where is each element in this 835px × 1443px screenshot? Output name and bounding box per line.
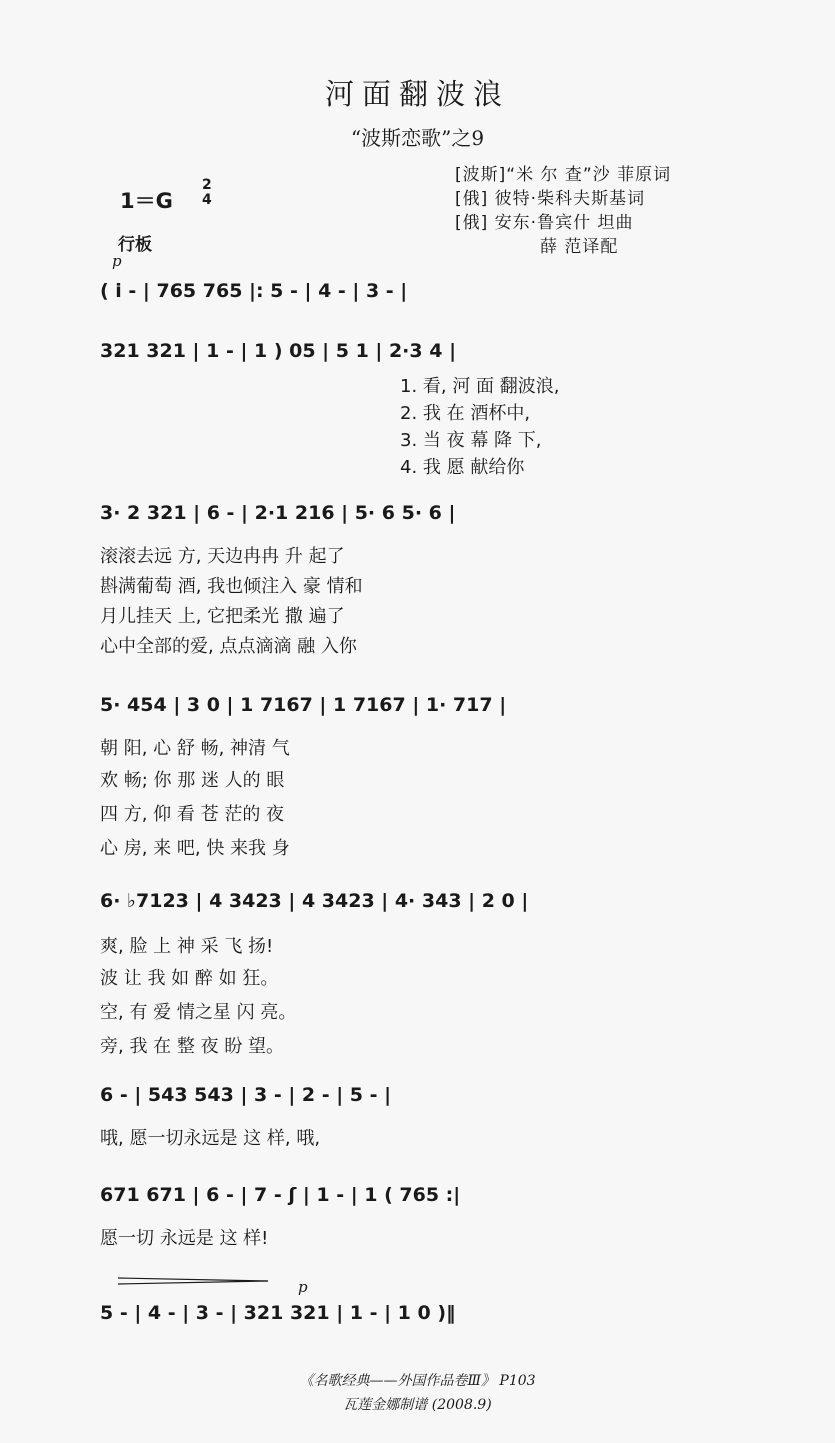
lyric-line: 欢 畅; 你 那 迷 人的 眼 <box>100 770 285 791</box>
lyric-line: 爽, 脸 上 神 采 飞 扬! <box>100 936 274 957</box>
notation-row: ( i - | 765 765 |: 5 - | 4 - | 3 - | <box>100 280 408 302</box>
source-note: 《名歌经典——外国作品卷Ⅲ》 P103 <box>299 1373 536 1389</box>
lyric-line: 滚滚去远 方, 天边冉冉 升 起了 <box>100 546 345 567</box>
credit-line: [俄] 安东·鲁宾什 坦曲 <box>455 213 634 233</box>
lyric-line: 月儿挂天 上, 它把柔光 撒 遍了 <box>100 606 345 627</box>
lyric-line: 1. 看, 河 面 翻波浪, <box>400 376 560 397</box>
time-signature-top: 2 <box>202 177 212 193</box>
notation-row: 5· 454 | 3 0 | 1 7167 | 1 7167 | 1· 717 | <box>100 694 507 716</box>
credit-line: [俄] 彼特·柴科夫斯基词 <box>455 189 646 209</box>
notation-row: 671 671 | 6 - | 7 - ʃ | 1 - | 1 ( 765 :| <box>100 1184 461 1206</box>
dynamic-marking: p <box>112 252 122 270</box>
lyric-line: 旁, 我 在 整 夜 盼 望。 <box>100 1036 285 1057</box>
time-signature-bottom: 4 <box>202 192 212 208</box>
lyric-line: 心中全部的爱, 点点滴滴 融 入你 <box>100 636 357 657</box>
lyric-line: 空, 有 爱 情之星 闪 亮。 <box>100 1002 297 1023</box>
time-signature <box>202 178 212 208</box>
diminuendo-mark <box>118 1276 270 1286</box>
key-signature: 1＝G <box>120 189 173 213</box>
credit-line: 薛 范译配 <box>540 237 619 257</box>
credit-line: [波斯]“米 尔 查”沙 菲原词 <box>455 165 672 185</box>
lyric-line: 斟满葡萄 酒, 我也倾注入 豪 情和 <box>100 576 363 597</box>
song-title: 河面翻波浪 <box>324 77 510 111</box>
lyric-line: 朝 阳, 心 舒 畅, 神清 气 <box>100 738 290 759</box>
lyric-line: 3. 当 夜 幕 降 下, <box>400 430 542 451</box>
dynamic-marking: p <box>298 1278 308 1296</box>
lyric-line: 4. 我 愿 献给你 <box>400 457 525 478</box>
engraver-note: 瓦莲金娜制谱 (2008.9) <box>343 1397 492 1413</box>
song-subtitle: “波斯恋歌”之9 <box>350 126 485 150</box>
lyric-line: 哦, 愿一切永远是 这 样, 哦, <box>100 1128 321 1149</box>
lyric-line: 2. 我 在 酒杯中, <box>400 403 531 424</box>
lyric-line: 波 让 我 如 醉 如 狂。 <box>100 968 279 989</box>
notation-row: 5 - | 4 - | 3 - | 321 321 | 1 - | 1 0 )‖ <box>100 1302 456 1324</box>
notation-row: 6· ♭7123 | 4 3423 | 4 3423 | 4· 343 | 2 0 | <box>100 890 529 912</box>
notation-row: 3· 2 321 | 6 - | 2·1 216 | 5· 6 5· 6 | <box>100 502 456 524</box>
lyric-line: 四 方, 仰 看 苍 茫的 夜 <box>100 804 285 825</box>
notation-row: 6 - | 543 543 | 3 - | 2 - | 5 - | <box>100 1084 392 1106</box>
lyric-line: 心 房, 来 吧, 快 来我 身 <box>100 838 290 859</box>
lyric-line: 愿一切 永远是 这 样! <box>100 1228 269 1249</box>
notation-row: 321 321 | 1 - | 1 ) 05 | 5 1 | 2·3 4 | <box>100 340 457 362</box>
tempo-marking: 行板 <box>118 235 152 255</box>
